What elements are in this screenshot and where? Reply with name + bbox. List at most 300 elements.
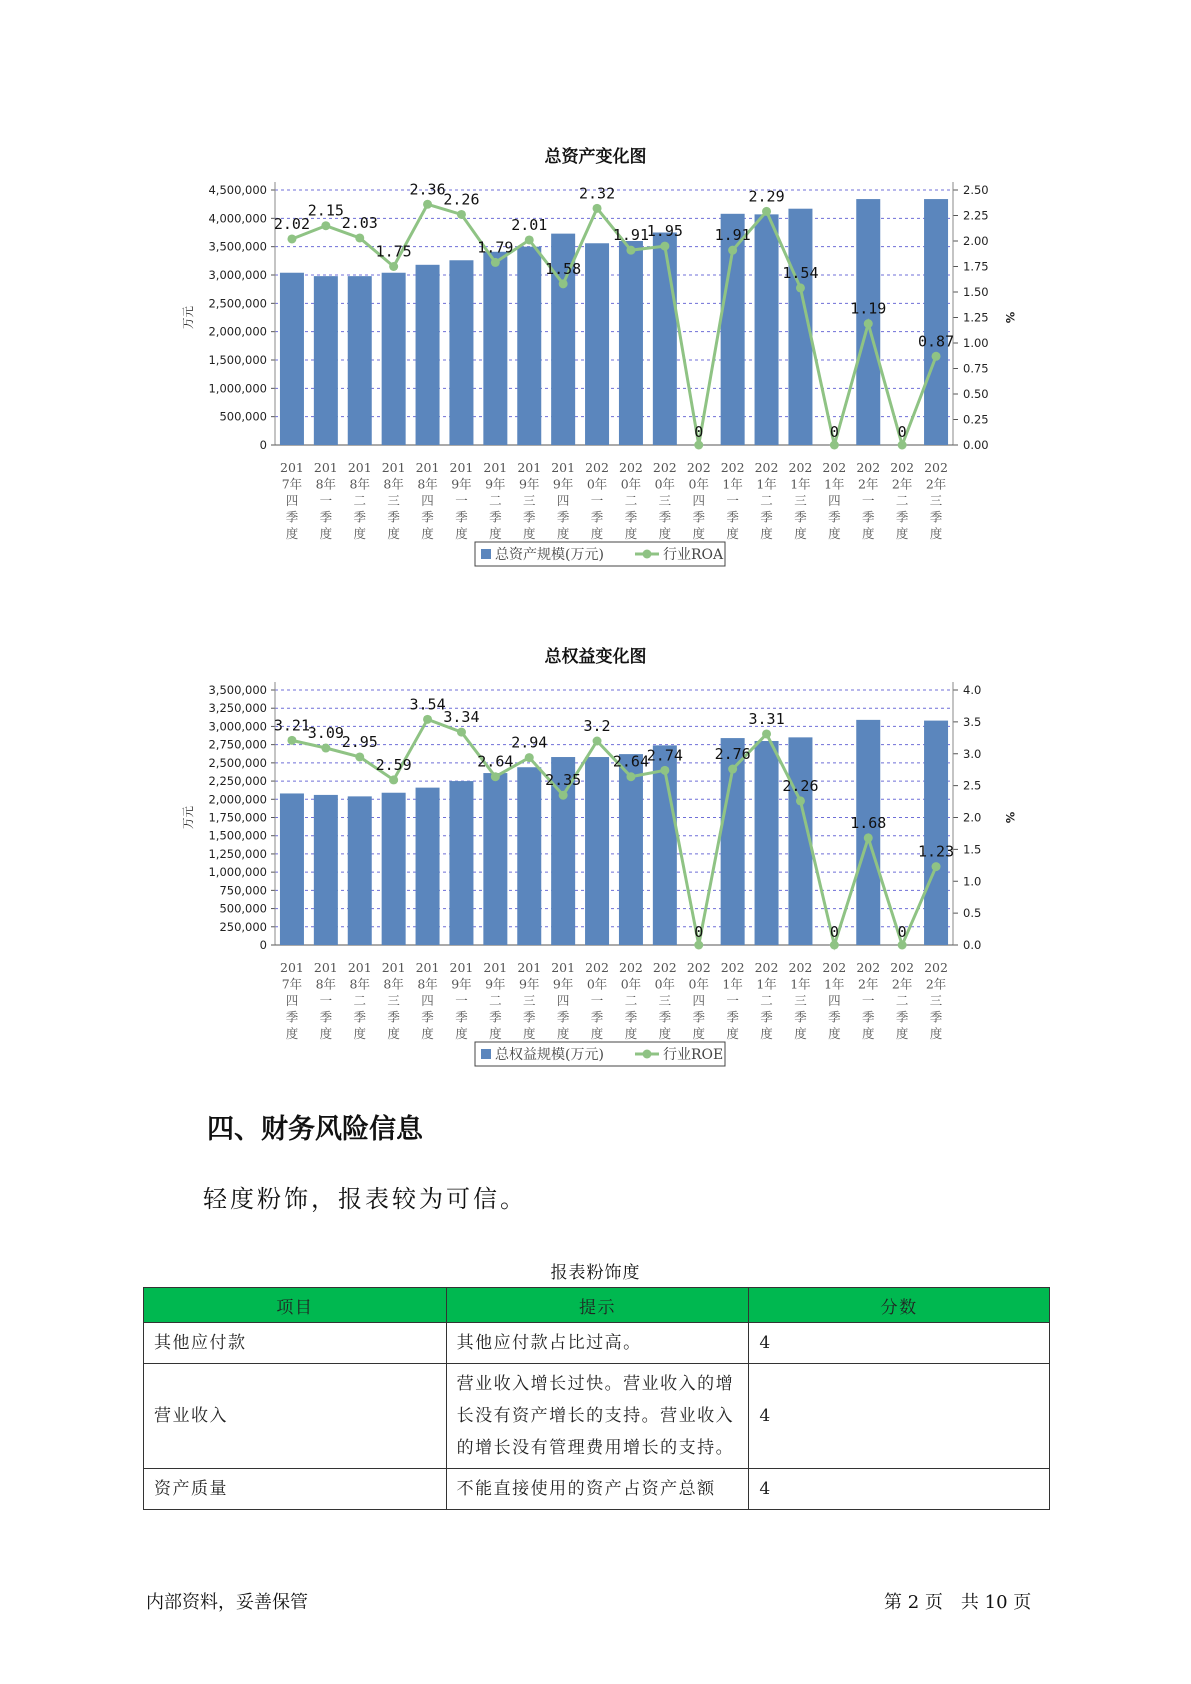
y2-tick-label: 0.25 (963, 412, 989, 427)
x-category-part: 度 (353, 526, 367, 541)
x-category-label (822, 460, 846, 541)
x-category-part: 季 (556, 1009, 570, 1025)
y2-tick-label: 0.75 (963, 361, 989, 376)
x-category-part: 一 (590, 493, 604, 508)
x-category-label (789, 460, 813, 541)
x-category-part: 一 (455, 993, 468, 1008)
x-category-label (517, 460, 541, 541)
x-category-part: 季 (590, 509, 604, 525)
y2-tick-label: 0.5 (963, 906, 982, 921)
x-category-part: 202 (890, 460, 915, 475)
data-label: 0 (829, 423, 839, 441)
x-category-part: 一 (319, 993, 333, 1008)
bar (585, 757, 609, 945)
y2-tick-label: 1.25 (963, 310, 989, 325)
x-category-part: 202 (856, 960, 881, 975)
x-category-part: 1年 (756, 976, 777, 992)
x-category-part: 0年 (654, 976, 676, 992)
bar (517, 247, 541, 445)
x-category-part: 0年 (586, 476, 608, 492)
x-category-part: 四 (421, 493, 434, 508)
x-category-part: 2年 (858, 476, 879, 492)
x-category-part: 201 (551, 960, 576, 975)
x-category-part: 度 (556, 1026, 570, 1041)
x-category-part: 201 (483, 460, 508, 475)
x-category-part: 三 (387, 493, 400, 508)
x-category-part: 202 (924, 460, 948, 475)
x-category-part: 四 (285, 993, 299, 1008)
x-category-part: 季 (929, 509, 943, 525)
y-tick-label: 2,000,000 (208, 792, 267, 807)
line-point (728, 765, 737, 774)
x-category-part: 9年 (451, 976, 472, 992)
x-category-part: 三 (929, 493, 943, 508)
line-point (830, 441, 839, 450)
x-category-part: 度 (624, 526, 638, 541)
legend-bar-label: 总资产规模(万元) (495, 547, 604, 563)
y2-tick-label: 1.0 (963, 874, 982, 889)
y-tick-label: 2,000,000 (208, 324, 267, 339)
x-category-part: 季 (929, 1009, 943, 1025)
x-category-part: 201 (313, 960, 338, 975)
x-category-part: 季 (590, 1009, 604, 1025)
x-category-part: 1年 (790, 976, 811, 992)
risk-table (143, 1287, 1050, 1510)
data-label: 2.15 (307, 201, 344, 220)
y-tick-label: 1,250,000 (208, 846, 267, 861)
x-category-part: 度 (895, 526, 909, 541)
data-label: 1.91 (612, 226, 650, 245)
x-category-part: 201 (449, 960, 474, 975)
x-category-part: 季 (895, 509, 909, 525)
y-axis-title: 万元 (181, 806, 195, 829)
x-category-label (924, 960, 948, 1041)
x-category-part: 季 (285, 509, 299, 525)
footer-page-number: 第 2 页 共 10 页 (884, 1592, 1032, 1613)
x-category-label (517, 960, 541, 1041)
line-point (491, 258, 500, 267)
x-category-part: 8年 (417, 476, 438, 492)
y2-tick-label: 3.0 (963, 746, 982, 761)
bar (348, 276, 372, 445)
y-tick-label: 2,500,000 (208, 296, 267, 311)
data-label: 0 (694, 923, 704, 941)
line-point (423, 200, 432, 209)
x-category-part: 度 (489, 1026, 502, 1041)
footer-confidential: 内部资料，妥善保管 (146, 1592, 308, 1613)
line-point (796, 283, 805, 292)
x-category-part: 季 (455, 509, 468, 525)
data-label: 2.32 (578, 184, 616, 203)
data-label: 2.36 (409, 180, 446, 199)
table-row (144, 1323, 1050, 1364)
x-category-label (483, 460, 507, 541)
x-category-part: 季 (828, 509, 841, 525)
x-category-part: 1年 (824, 476, 845, 492)
x-category-part: 二 (489, 493, 502, 508)
y-tick-label: 2,250,000 (208, 774, 267, 789)
line-point (660, 766, 669, 775)
line-point (423, 715, 432, 724)
x-category-label (856, 460, 880, 541)
bar (924, 199, 948, 445)
x-category-label (314, 960, 338, 1041)
x-category-part: 202 (890, 960, 915, 975)
data-label: 2.03 (341, 213, 378, 232)
line-point (321, 221, 330, 230)
x-category-label (924, 460, 948, 541)
x-category-part: 202 (652, 960, 677, 975)
x-category-label (687, 960, 711, 1041)
bar (416, 788, 440, 945)
bar (416, 265, 440, 445)
line-point (593, 204, 602, 213)
y2-tick-label: 2.5 (963, 778, 982, 793)
data-label: 3.21 (273, 716, 311, 735)
x-category-part: 1年 (824, 976, 845, 992)
x-category-part: 7年 (281, 976, 303, 992)
x-category-part: 201 (280, 460, 304, 475)
x-category-part: 二 (353, 993, 367, 1008)
x-category-part: 201 (517, 460, 542, 475)
line-point (559, 279, 568, 288)
x-category-part: 季 (624, 509, 638, 525)
x-category-part: 202 (652, 460, 677, 475)
x-category-part: 度 (861, 1026, 875, 1041)
x-category-part: 度 (387, 1026, 400, 1041)
bar (483, 773, 507, 945)
data-label: 2.94 (511, 733, 548, 752)
x-category-part: 9年 (485, 976, 506, 992)
x-category-part: 9年 (451, 476, 472, 492)
data-label: 0.87 (917, 332, 955, 351)
x-category-part: 201 (517, 960, 542, 975)
x-category-part: 度 (489, 526, 502, 541)
x-category-part: 一 (455, 493, 468, 508)
data-label: 1.91 (714, 226, 751, 245)
x-category-label (585, 960, 609, 1041)
x-category-part: 202 (619, 460, 643, 475)
x-category-part: 季 (421, 509, 434, 525)
x-category-part: 201 (313, 460, 338, 475)
x-category-label (721, 960, 745, 1041)
data-label: 1.79 (477, 238, 514, 257)
x-category-part: 度 (794, 1026, 807, 1041)
x-category-part: 一 (590, 993, 604, 1008)
x-category-part: 1年 (722, 976, 743, 992)
data-label: 1.58 (545, 259, 582, 278)
data-label: 1.95 (646, 222, 683, 241)
x-category-part: 一 (319, 493, 333, 508)
x-category-part: 季 (421, 1009, 434, 1025)
x-category-part: 度 (556, 526, 570, 541)
x-category-part: 季 (489, 1009, 502, 1025)
x-category-part: 二 (353, 493, 367, 508)
x-category-part: 2年 (858, 976, 879, 992)
y2-tick-label: 2.50 (963, 183, 989, 197)
y2-tick-label: 1.75 (963, 259, 989, 274)
chart-title-total-assets: 总资产变化图 (544, 147, 647, 167)
x-category-part: 一 (861, 993, 875, 1008)
bar (449, 781, 473, 945)
y-tick-label: 750,000 (219, 883, 267, 898)
bar (449, 260, 473, 445)
x-category-part: 四 (556, 493, 570, 508)
y-tick-label: 500,000 (219, 409, 267, 424)
x-category-part: 季 (522, 1009, 536, 1025)
y2-tick-label: 1.50 (963, 285, 989, 299)
x-category-label (653, 960, 677, 1041)
x-category-part: 一 (861, 493, 875, 508)
x-category-label (382, 460, 406, 541)
y-tick-label: 0 (259, 438, 267, 452)
line-point (525, 235, 534, 244)
x-category-part: 四 (828, 993, 841, 1008)
x-category-label (450, 960, 474, 1041)
x-category-part: 度 (624, 1026, 638, 1041)
y-tick-label: 1,000,000 (208, 865, 267, 880)
bar (483, 252, 507, 445)
data-label: 2.26 (443, 190, 480, 209)
y-axis-title: 万元 (181, 306, 195, 329)
table-row (144, 1469, 1050, 1510)
x-category-label (382, 960, 406, 1041)
line-point (525, 753, 534, 762)
line-point (898, 441, 907, 450)
x-category-part: 度 (455, 526, 468, 541)
line-point (355, 233, 364, 242)
legend-line-label: 行业ROE (663, 1047, 724, 1063)
x-category-part: 季 (455, 1009, 468, 1025)
x-category-label (280, 960, 304, 1041)
x-category-part: 三 (387, 993, 400, 1008)
x-category-part: 二 (895, 493, 909, 508)
x-category-label (721, 460, 745, 541)
bar (280, 273, 304, 445)
x-category-part: 三 (929, 993, 943, 1008)
data-label: 2.35 (545, 771, 582, 790)
x-category-part: 四 (421, 993, 434, 1008)
x-category-part: 202 (822, 460, 847, 475)
y-tick-label: 3,000,000 (208, 719, 267, 734)
x-category-part: 201 (381, 960, 406, 975)
x-category-label (348, 460, 372, 541)
data-label: 0 (897, 923, 907, 941)
bar (585, 243, 609, 445)
y-tick-label: 4,000,000 (208, 211, 267, 226)
y-tick-label: 3,500,000 (208, 239, 267, 254)
line-point (389, 775, 398, 784)
x-category-part: 202 (720, 960, 745, 975)
y2-tick-label: 1.5 (963, 842, 982, 857)
x-category-part: 201 (280, 960, 304, 975)
x-category-label (551, 960, 575, 1041)
y-tick-label: 3,000,000 (208, 268, 267, 282)
x-category-part: 0年 (688, 476, 709, 492)
x-category-part: 8年 (417, 976, 438, 992)
data-label: 3.34 (443, 708, 480, 727)
line-point (287, 234, 296, 243)
x-category-part: 202 (686, 960, 711, 975)
x-category-part: 度 (387, 526, 400, 541)
x-category-part: 季 (319, 509, 333, 525)
x-category-label (314, 460, 338, 541)
bar (382, 273, 406, 445)
x-category-part: 度 (692, 1026, 706, 1041)
x-category-part: 三 (522, 493, 536, 508)
legend-bar-swatch (481, 549, 491, 559)
x-category-part: 202 (720, 460, 745, 475)
x-category-part: 度 (590, 1026, 604, 1041)
x-category-label (450, 460, 474, 541)
line-point (457, 728, 466, 737)
x-category-part: 四 (556, 993, 570, 1008)
x-category-label (789, 960, 813, 1041)
x-category-part: 202 (754, 960, 779, 975)
cell-item: 其他应付款 (144, 1323, 447, 1364)
x-category-part: 202 (856, 460, 881, 475)
y2-tick-label: 0.00 (963, 438, 989, 452)
line-point (593, 737, 602, 746)
x-category-part: 202 (754, 460, 779, 475)
line-point (932, 352, 941, 361)
x-category-part: 四 (828, 493, 841, 508)
x-category-part: 201 (449, 460, 474, 475)
line-point (762, 729, 771, 738)
y-tick-label: 3,250,000 (208, 701, 267, 716)
x-category-part: 201 (551, 460, 576, 475)
bar (280, 793, 304, 945)
x-category-part: 季 (760, 1009, 773, 1025)
data-label: 3.54 (409, 695, 446, 714)
x-category-part: 201 (347, 460, 372, 475)
x-category-part: 9年 (485, 476, 506, 492)
bar (653, 233, 677, 446)
bar (924, 721, 948, 945)
data-label: 3.31 (748, 709, 785, 728)
x-category-part: 202 (788, 460, 813, 475)
x-category-part: 202 (788, 960, 813, 975)
data-label: 0 (829, 923, 839, 941)
x-category-part: 202 (619, 960, 643, 975)
data-label: 1.23 (917, 842, 955, 861)
x-category-part: 度 (828, 1026, 841, 1041)
y-tick-label: 1,500,000 (208, 353, 267, 367)
x-category-part: 201 (347, 960, 372, 975)
bar (755, 741, 779, 945)
x-category-part: 季 (726, 509, 739, 525)
x-category-part: 季 (658, 509, 672, 525)
x-category-part: 季 (760, 509, 773, 525)
y2-tick-label: 0.50 (963, 387, 989, 401)
line-point (932, 862, 941, 871)
line-point (898, 941, 907, 950)
x-category-label (348, 960, 372, 1041)
x-category-label (551, 460, 575, 541)
x-category-part: 度 (929, 1026, 943, 1041)
x-category-part: 度 (658, 1026, 672, 1041)
x-category-part: 9年 (519, 976, 540, 992)
x-category-label (653, 460, 677, 541)
x-category-part: 季 (861, 509, 875, 525)
x-category-part: 三 (794, 493, 807, 508)
data-label: 0 (897, 423, 907, 441)
x-category-part: 202 (822, 960, 847, 975)
legend-line-label: 行业ROA (663, 547, 724, 563)
line-point (864, 833, 873, 842)
x-category-part: 7年 (281, 476, 303, 492)
x-category-part: 1年 (790, 476, 811, 492)
line-point (864, 319, 873, 328)
risk-summary: 轻度粉饰，报表较为可信。 (203, 1185, 527, 1213)
x-category-label (585, 460, 609, 541)
y-tick-label: 1,000,000 (208, 381, 267, 396)
cell-hint: 其他应付款占比过高。 (446, 1323, 749, 1364)
x-category-part: 三 (658, 993, 672, 1008)
x-category-part: 度 (421, 1026, 434, 1041)
y2-axis-title: % (1003, 311, 1017, 324)
x-category-part: 季 (319, 1009, 333, 1025)
total-assets-chart (0, 180, 1191, 600)
x-category-part: 度 (760, 1026, 773, 1041)
x-category-label (483, 960, 507, 1041)
y-tick-label: 0 (259, 938, 267, 952)
x-category-part: 季 (522, 509, 536, 525)
y-tick-label: 500,000 (219, 901, 267, 916)
table-row (144, 1364, 1050, 1469)
x-category-part: 度 (760, 526, 773, 541)
data-label: 3.2 (583, 717, 611, 735)
x-category-part: 8年 (383, 976, 404, 992)
cell-score: 4 (749, 1364, 1050, 1469)
x-category-part: 季 (692, 1009, 706, 1025)
x-category-part: 0年 (654, 476, 676, 492)
x-category-label (890, 960, 914, 1041)
x-category-part: 2年 (891, 476, 913, 492)
y-tick-label: 1,500,000 (208, 828, 267, 843)
cell-hint: 不能直接使用的资产占资产总额 (446, 1469, 749, 1510)
x-category-part: 202 (585, 960, 609, 975)
line-point (321, 744, 330, 753)
x-category-part: 度 (929, 526, 943, 541)
y-tick-label: 2,750,000 (208, 737, 267, 752)
x-category-part: 8年 (315, 476, 337, 492)
line-point (355, 752, 364, 761)
x-category-part: 二 (760, 493, 773, 508)
data-label: 2.95 (341, 732, 378, 751)
bar (314, 795, 338, 945)
legend-bar-swatch (481, 1049, 491, 1059)
cell-item: 营业收入 (144, 1364, 447, 1469)
y2-tick-label: 2.0 (963, 810, 982, 825)
x-category-part: 季 (861, 1009, 875, 1025)
x-category-part: 二 (895, 993, 909, 1008)
x-category-part: 季 (624, 1009, 638, 1025)
line-point (491, 772, 500, 781)
cell-item: 资产质量 (144, 1469, 447, 1510)
x-category-label (856, 960, 880, 1041)
line-point (694, 441, 703, 450)
line-point (694, 941, 703, 950)
x-category-part: 度 (895, 1026, 909, 1041)
x-category-part: 8年 (383, 476, 404, 492)
cell-score: 4 (749, 1469, 1050, 1510)
x-category-part: 四 (285, 493, 299, 508)
x-category-part: 度 (353, 1026, 367, 1041)
data-label: 2.26 (782, 776, 819, 795)
bar (856, 720, 880, 945)
data-label: 1.75 (375, 242, 412, 261)
